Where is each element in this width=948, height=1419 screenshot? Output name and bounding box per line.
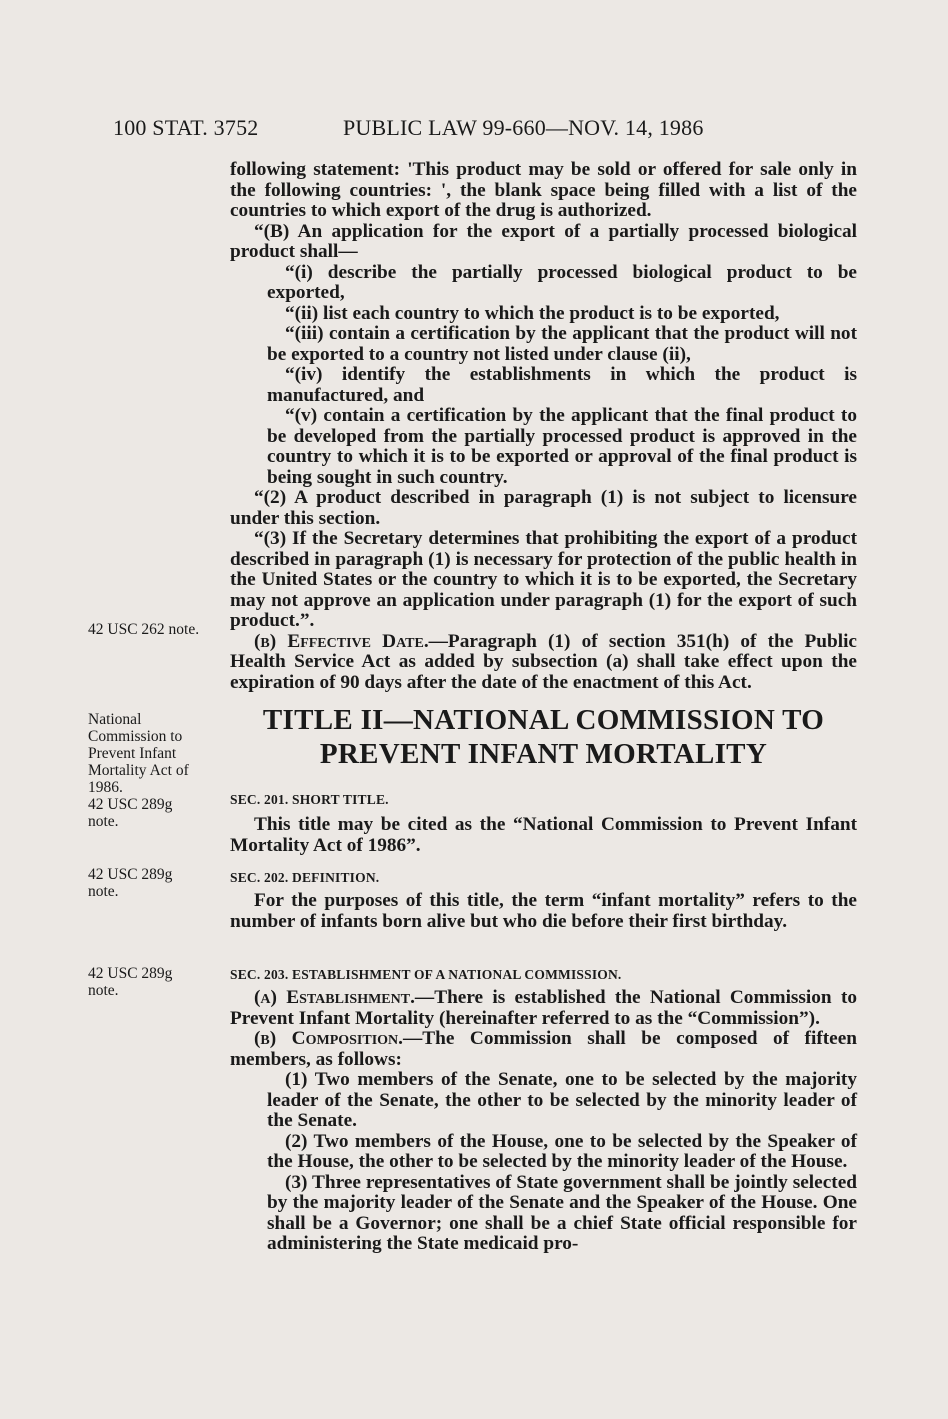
subsection-b-label: (b) Composition.: [254, 1028, 403, 1049]
clause-iv: “(iv) identify the establishments in which the product is manufactured, and: [267, 364, 857, 406]
body-top: [230, 160, 857, 693]
composition-3: (3) Three representatives of State government shall be jointly selected by the majority leader of the Senate and the Speaker of the House. One shall be a Governor; one shall be a chief State official responsible for administering the State medicaid pro-: [267, 1171, 857, 1254]
margin-note-202: [88, 866, 228, 900]
subsection-a: [230, 988, 857, 1029]
margin-note-262: 42 USC 262 note.: [88, 621, 200, 638]
margin-note-commission: [88, 711, 228, 830]
margin-line: note.: [88, 813, 119, 830]
margin-note-203: [88, 965, 228, 999]
margin-line: note.: [88, 982, 119, 999]
subsection-b-text: —The Commission shall be composed of fifteen members, as follows:: [230, 1028, 857, 1070]
margin-line: note.: [88, 883, 119, 900]
composition-1: (1) Two members of the Senate, one to be selected by the majority leader of the Senate, the other to be selected by the minority leader of the Senate.: [267, 1069, 857, 1131]
margin-line: Mortality Act of: [88, 762, 189, 779]
sec-203-text: [230, 988, 857, 1255]
margin-line: Prevent Infant: [88, 745, 177, 762]
subsection-a-text: —There is established the National Commission to Prevent Infant Mortality (hereinafter referred to as the “Commission”).: [230, 987, 858, 1029]
title-heading: [230, 703, 857, 771]
paragraph-effective-date: [230, 632, 857, 694]
sec-202-paragraph: For the purposes of this title, the term “infant mortality” refers to the number of infants born alive but who die before their first birthday.: [230, 890, 857, 932]
clause-iii: “(iii) contain a certification by the applicant that the product will not be exported to a country not listed under clause (ii),: [267, 323, 857, 365]
margin-line: 42 USC 289g: [88, 965, 173, 982]
clause-ii: “(ii) list each country to which the product is to be exported,: [285, 302, 780, 324]
title-line-1: TITLE II—NATIONAL COMMISSION TO: [262, 704, 825, 736]
public-law-header: PUBLIC LAW 99-660—NOV. 14, 1986: [343, 115, 704, 140]
margin-line: Commission to: [88, 728, 183, 745]
sec-201-heading: SEC. 201. SHORT TITLE.: [230, 792, 389, 807]
sec-202-heading: SEC. 202. DEFINITION.: [230, 870, 380, 885]
effective-date-text: —Paragraph (1) of section 351(h) of the Public Health Service Act as added by subsection (a) shall take effect upon the expiration of 90 days after the date of the enactment of this Act.: [230, 630, 857, 693]
paragraph-B: “(B) An application for the export of a partially processed biological product shall—: [230, 220, 857, 262]
composition-2: (2) Two members of the House, one to be selected by the Speaker of the House, the other to be selected by the minority leader of the House.: [267, 1130, 857, 1172]
sec-201-paragraph: This title may be cited as the “National Commission to Prevent Infant Mortality Act of 1986”.: [230, 814, 857, 856]
statute-page-number: 100 STAT. 3752: [113, 115, 259, 140]
clause-v: “(v) contain a certification by the applicant that the final product to be developed from the partially processed product is approved in the country to which it is to be exported or approval of the final product is being sought in such country.: [267, 405, 857, 488]
paragraph-statement: following statement: 'This product may be sold or offered for sale only in the following countries: ', the blank space being filled with a list of the countries to which export of the drug is authorized.: [230, 159, 857, 221]
clause-i: “(i) describe the partially processed biological product to be exported,: [267, 261, 857, 303]
paragraph-2: “(2) A product described in paragraph (1) is not subject to licensure under this section.: [230, 487, 857, 529]
margin-line: 1986.: [88, 779, 123, 796]
title-line-2: PREVENT INFANT MORTALITY: [319, 738, 768, 770]
margin-line: 42 USC 289g: [88, 796, 173, 813]
margin-line: 42 USC 289g: [88, 866, 173, 883]
paragraph-3: “(3) If the Secretary determines that prohibiting the export of a product described in paragraph (1) is necessary for protection of the public health in the United States or the country to which it is to be exported, the Secretary may not approve an application under paragraph (1) for the export of such product.”.: [230, 528, 857, 631]
subsection-b: [230, 1029, 857, 1070]
sec-201-text: [230, 815, 857, 856]
effective-date-label: (b) Effective Date.: [254, 630, 429, 652]
sec-203-heading: SEC. 203. ESTABLISHMENT OF A NATIONAL COMMISSION.: [230, 967, 622, 982]
sec-202-text: [230, 891, 857, 932]
margin-line: National: [88, 711, 142, 728]
subsection-a-label: (a) Establishment.: [254, 987, 415, 1008]
